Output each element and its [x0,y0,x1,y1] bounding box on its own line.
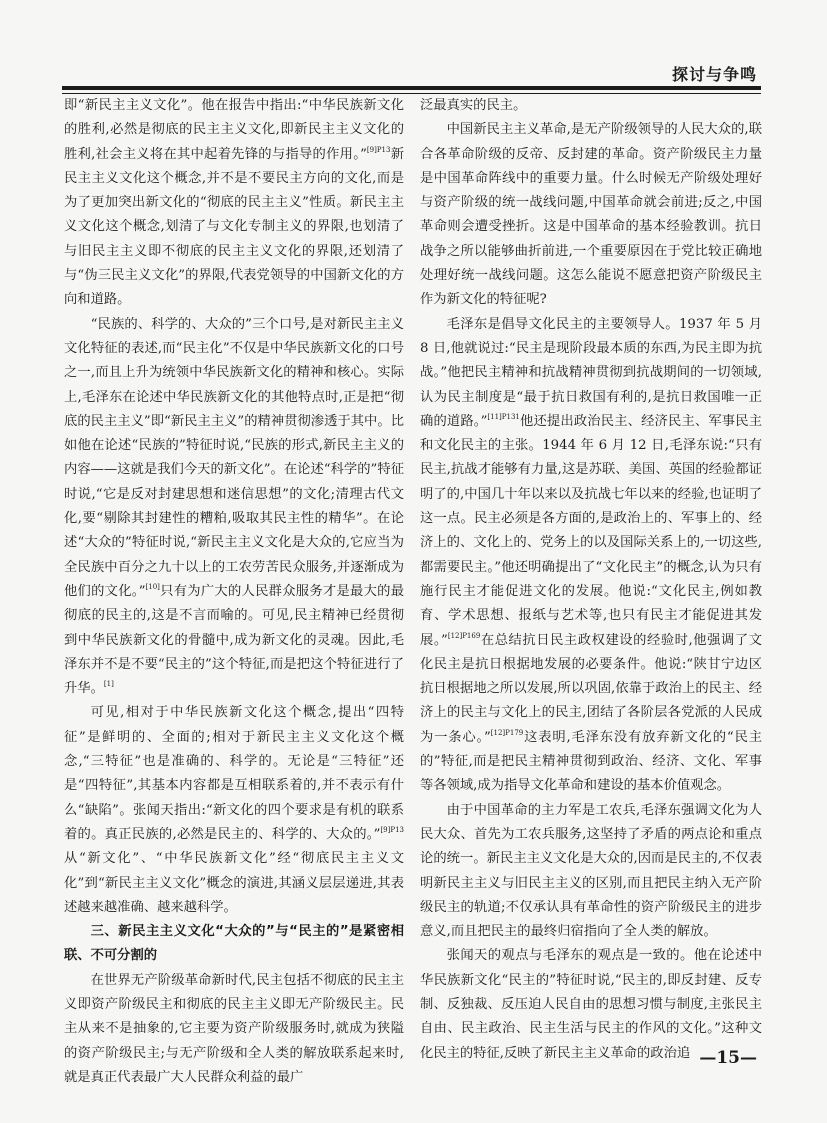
citation: [11]P131 [487,412,520,421]
page-number: —15— [699,1048,757,1068]
citation: [10] [145,582,160,591]
paragraph: 可见,相对于中华民族新文化这个概念,提出“四特征”是鲜明的、全面的;相对于新民主主义文化这个概念,“三特征”也是准确的、科学的。无论是“三特征”还是“四特征”,其基本内容都是互相联系着的,并不表示有什么“缺陷”。张闻天指出:“新文化的四个要求是有机的联系着的。真正民族的,必然是民主的、科学的、大众的。”$^{[9]P13}$从“新文化”、“中华民族新文化”经“彻底民主主义文化”到“新民主主义文化”概念的演进,其涵义层层递进,其表述越来越准确、越来越科学。 [64,705,404,915]
paragraph: 即“新民主主义文化”。他在报告中指出:“中华民族新文化的胜利,必然是彻底的民主主义文化,即新民主主义文化的胜利,社会主义将在其中起着先锋的与指导的作用。”$^{[9]P13}$新民主主义文化这个概念,并不是不要民主方向的文化,而是为了更加突出新文化的“彻底的民主主义”性质。新民主主义文化这个概念,划清了与文化专制主义的界限,也划清了与旧民主主义即不彻底的民主主义文化的界限,还划清了与“伪三民主义文化”的界限,代表党领导的中国新文化的方向和道路。 [64,98,405,308]
citation: [12]P169 [447,631,481,640]
citation: [12]P179 [490,728,524,737]
section-heading: 三、新民主主义文化“大众的”与“民主的”是紧密相联、不可分割的 [64,924,404,964]
citation: [1] [103,680,114,689]
section-title: 探讨与争鸣 [671,65,757,84]
right-column [420,94,763,1061]
paragraph: 由于中国革命的主力军是工农兵,毛泽东强调文化为人民大众、首先为工农兵服务,这坚持了矛盾的两点论和重点论的统一。新民主主义文化是大众的,因而是民主的,不仅表明新民主主义与旧民主主义的区别,而且把民主纳入无产阶级民主的轨道;不仅承认具有革命性的资产阶级民主的进步意义,而且把民主的最终归宿指向了全人类的解放。 [420,802,762,940]
paragraph: 泛最真实的民主。 [420,98,527,113]
citation: [9]P13 [380,825,404,834]
paragraph: 在世界无产阶级革命新时代,民主包括不彻底的民主主义即资产阶级民主和彻底的民主主义即无产阶级民主。民主从来不是抽象的,它主要为资产阶级服务时,就成为狭隘的资产阶级民主;与无产阶级和全人类的解放联系起来时,就是真正代表最广大人民群众利益的最广 [64,972,404,1085]
paragraph: 中国新民主主义革命,是无产阶级领导的人民大众的,联合各革命阶级的反帝、反封建的革命。资产阶级民主力量是中国革命阵线中的重要力量。什么时候无产阶级处理好与资产阶级的统一战线问题,中国革命就会前进;反之,中国革命则会遭受挫折。这是中国革命的基本经验教训。抗日战争之所以能够曲折前进,一个重要原因在于党比较正确地处理好统一战线问题。这怎么能说不愿意把资产阶级民主作为新文化的特征呢? [420,122,762,308]
paragraph: 毛泽东是倡导文化民主的主要领导人。1937 年 5 月 8 日,他就说过:“民主是现阶段最本质的东西,为民主即为抗战。”他把民主精神和抗战精神贯彻到抗战期间的一切领域,认为民主制度是“最于抗日救国有利的,是抗日救国唯一正确的道路。”$^{[11]P131}$他还提出政治民主、经济民主、军事民主和文化民主的主张。1944 年 6 月 12 日,毛泽东说:“只有民主,抗战才能够有力量,这是苏联、美国、英国的经验都证明了的,中国几十年以来以及抗战七年以来的经验,也证明了这一点。民主必须是各方面的,是政治上的、军事上的、经济上的、文化上的、党务上的以及国际关系上的,一切这些,都需要民主。”他还明确提出了“文化民主”的概念,认为只有施行民主才能促进文化的发展。他说:“文化民主,例如教育、学术思想、报纸与艺术等,也只有民主才能促进其发展。”$^{[12]P169}$在总结抗日民主政权建设的经验时,他强调了文化民主是抗日根据地发展的必要条件。他说:“陕甘宁边区抗日根据地之所以发展,所以巩固,依靠于政治上的民主、经济上的民主与文化上的民主,团结了各阶层各党派的人民成为一条心。”$^{[12]P179}$这表明,毛泽东没有放弃新文化的“民主的”特征,而是把民主精神贯彻到政治、经济、文化、军事等各领域,成为指导文化革命和建设的基本价值观念。 [420,316,763,794]
citation: [9]P13 [366,145,391,154]
paragraph: “民族的、科学的、大众的”三个口号,是对新民主主义文化特征的表述,而“民主化”不仅是中华民族新文化的口号之一,而且上升为统领中华民族新文化的精神和核心。实际上,毛泽东在论述中华民族新文化的其他特点时,正是把“彻底的民主主义”即“新民主主义”的精神贯彻渗透于其中。比如他在论述“民族的”特征时说,“民族的形式,新民主主义的内容——这就是我们今天的新文化”。在论述“科学的”特征时说,“它是反对封建思想和迷信思想”的文化;清理古代文化,要“剔除其封建性的糟粕,吸取其民主性的精华”。在论述“大众的”特征时说,“新民主主义文化是大众的,它应当为全民族中百分之九十以上的工农劳苦民众服务,并逐渐成为他们的文化。”[10]只有为广大的人民群众服务才是最大的最彻底的民主的,这是不言而喻的。可见,民主精神已经贯彻到中华民族新文化的骨髓中,成为新文化的灵魂。因此,毛泽东并不是不要“民主的”这个特征,而是把这个特征进行了升华。[1] [64,316,404,697]
header-rule [62,86,761,90]
paragraph: 张闻天的观点与毛泽东的观点是一致的。他在论述中华民族新文化“民主的”特征时说,“民主的,即反封建、反专制、反独裁、反压迫人民自由的思想习惯与制度,主张民主自由、民主政治、民主生活与民主的作风的文化。”这种文化民主的特征,反映了新民主主义革命的政治追 [420,948,762,1061]
left-column [64,94,405,1085]
